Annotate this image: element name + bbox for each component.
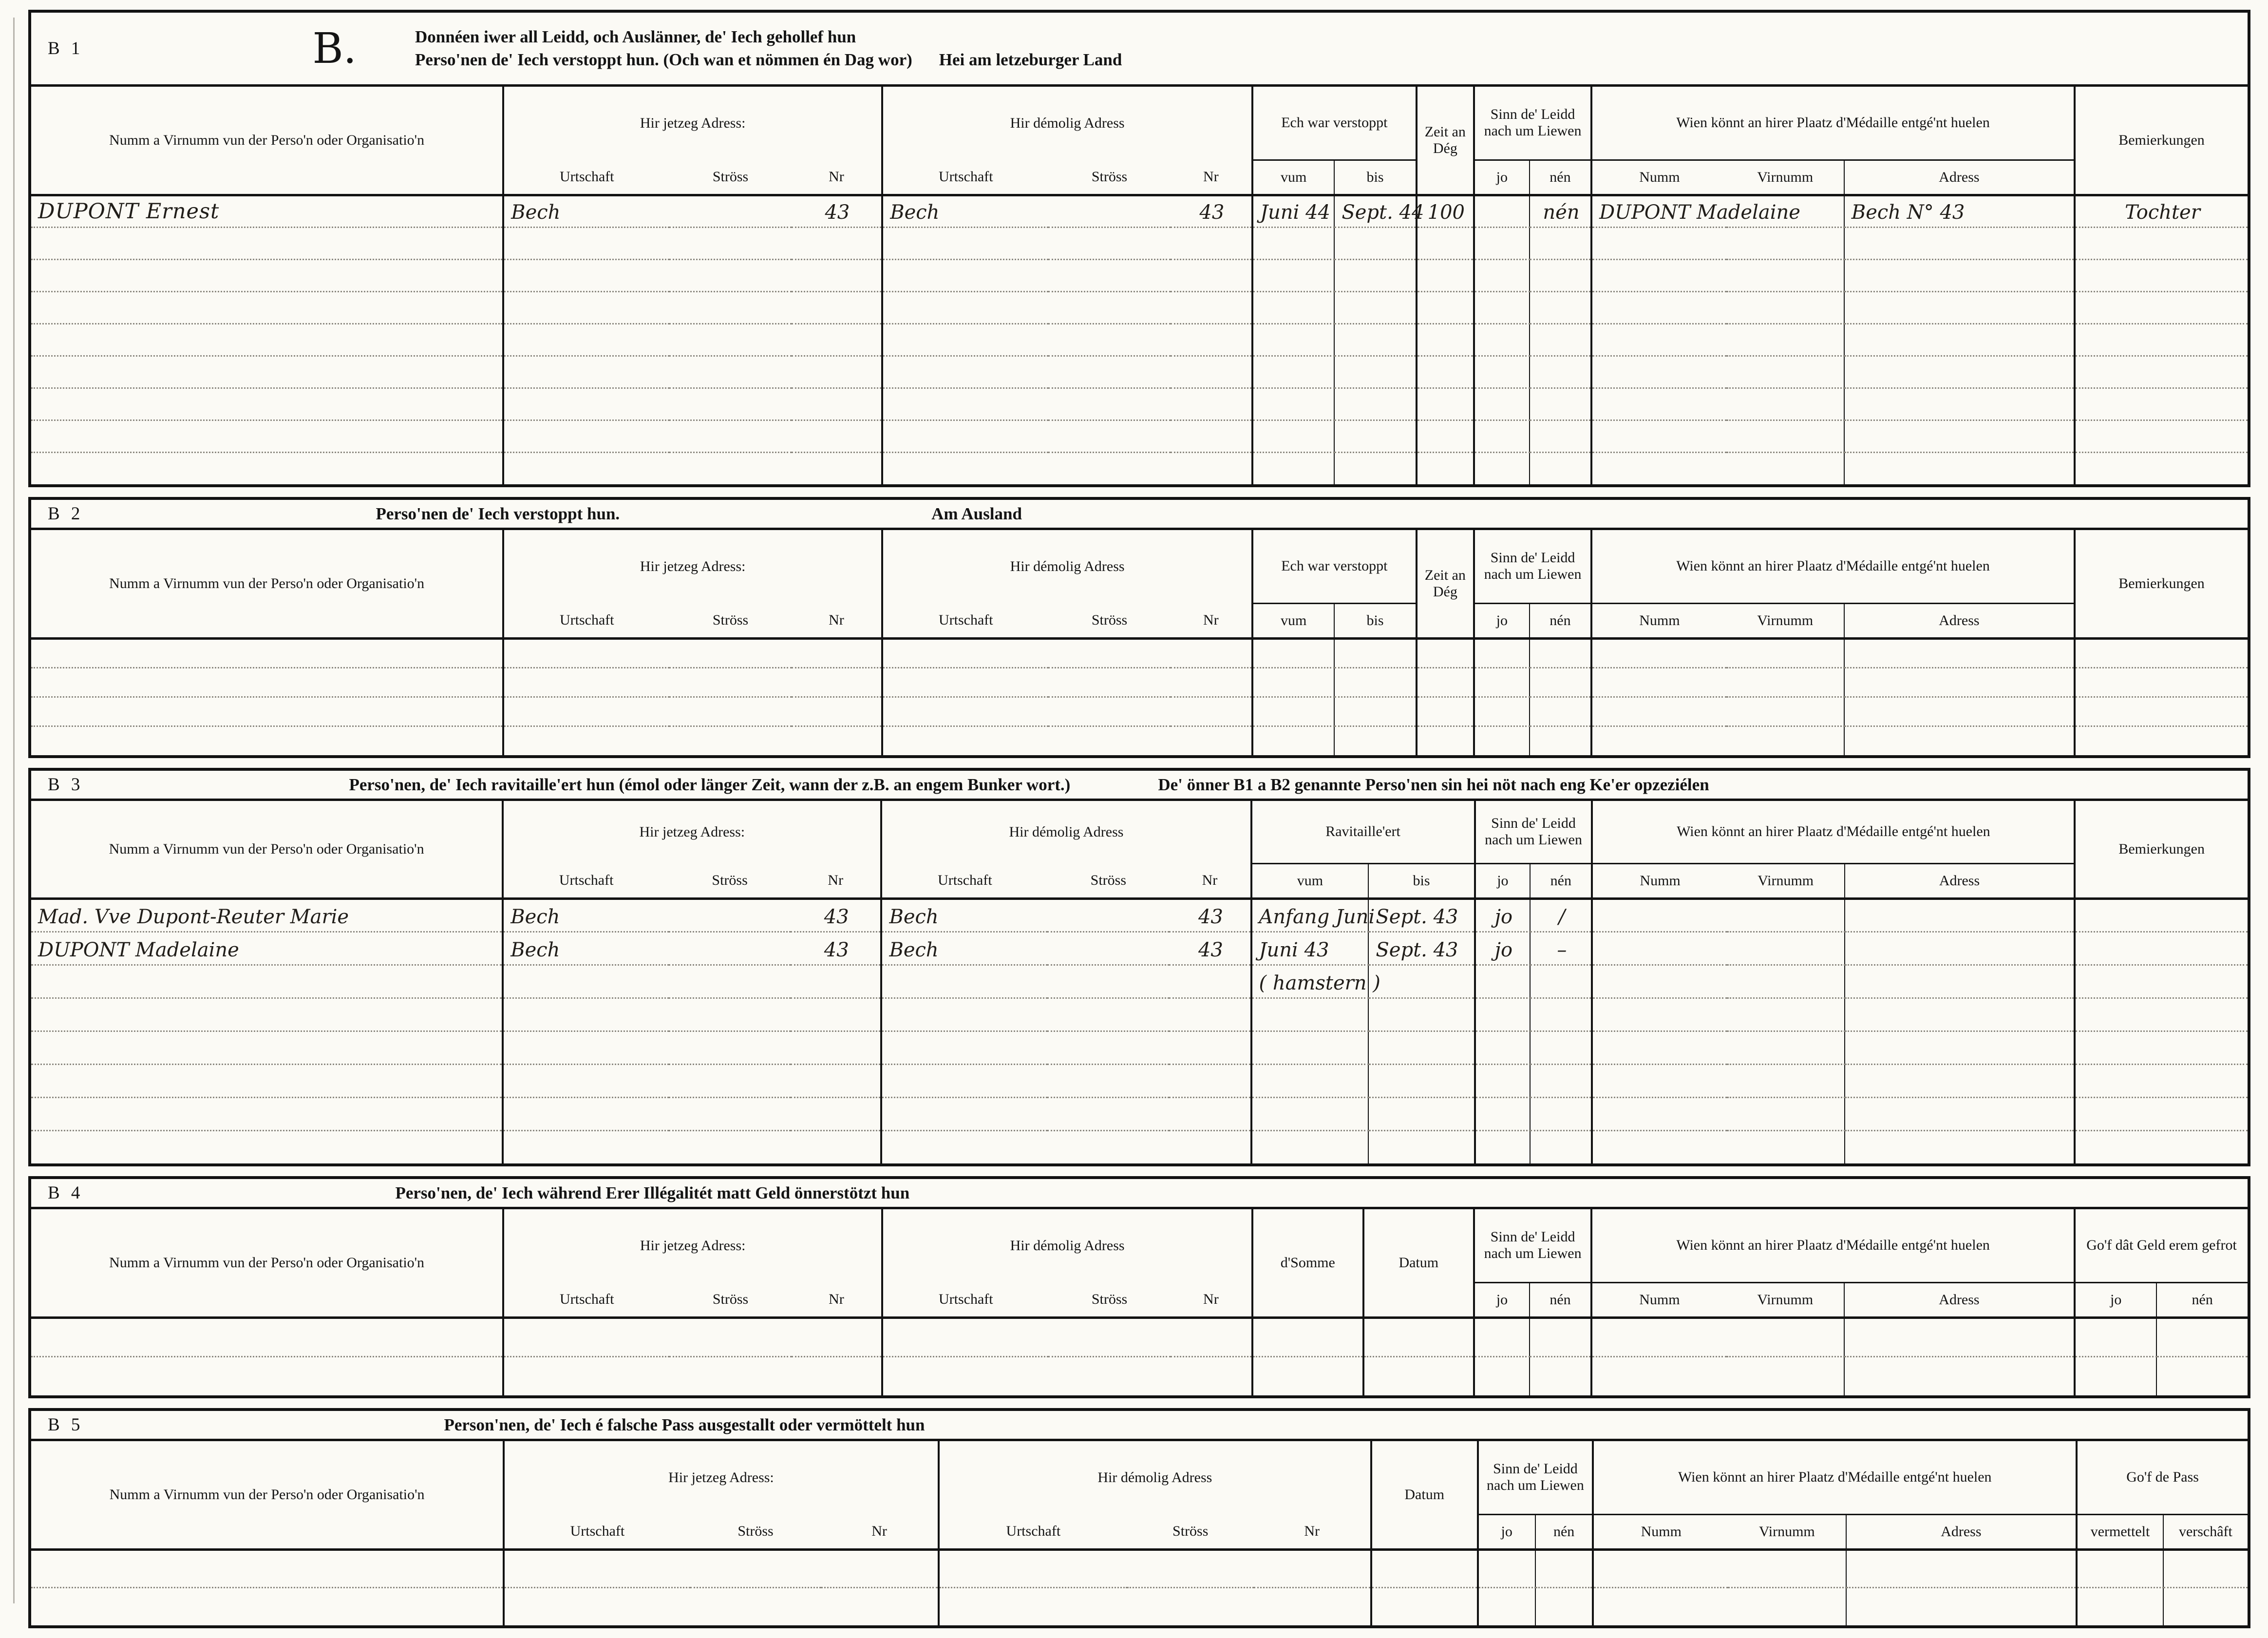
b2-title2: Am Ausland xyxy=(931,504,1022,523)
cell-medaille-numm: DUPONT Madelaine xyxy=(1591,195,1727,227)
section-b4 xyxy=(28,1176,2250,1398)
b3-row-1 xyxy=(31,898,2248,932)
col-vermettelt: vermettelt xyxy=(2077,1514,2163,1549)
b2-empty-row xyxy=(31,667,2248,697)
col-nr: Nr xyxy=(792,160,883,195)
b3-row-2 xyxy=(31,932,2248,965)
cell-jo: jo xyxy=(1475,932,1531,965)
col-stross: Ströss xyxy=(669,863,791,898)
b2-empty-row xyxy=(31,638,2248,667)
col-verschaft: verschâft xyxy=(2163,1514,2248,1549)
cell-jo: jo xyxy=(1475,898,1531,932)
b1-empty-row xyxy=(31,356,2248,388)
col-jetzeg-adress: Hir jetzeg Adress: xyxy=(503,801,881,863)
col-bemierkungen: Bemierkungen xyxy=(2075,530,2248,638)
col-datum: Datum xyxy=(1371,1441,1478,1549)
b3-table xyxy=(31,801,2248,1163)
b1-letter: B. xyxy=(312,24,357,73)
col-urtschaft: Urtschaft xyxy=(939,1514,1127,1549)
col-name: Numm a Virnumm vun der Perso'n oder Organisatio'n xyxy=(31,87,503,195)
scan-edge-line xyxy=(13,18,15,1603)
b1-empty-row xyxy=(31,227,2248,259)
b3-empty-row xyxy=(31,1130,2248,1163)
b1-empty-row xyxy=(31,420,2248,452)
b5-title-band xyxy=(31,1411,2248,1441)
col-nen: nén xyxy=(1530,863,1592,898)
col-nr: Nr xyxy=(792,603,883,638)
col-medaille-adress: Adress xyxy=(1844,603,2075,638)
col-zeit-an-deg: Zeit an Dég xyxy=(1417,530,1474,638)
col-jo: jo xyxy=(1478,1514,1535,1549)
col-nr: Nr xyxy=(792,1282,883,1317)
cell-demolig-nr: 43 xyxy=(1169,932,1251,965)
col-urtschaft: Urtschaft xyxy=(882,1282,1048,1317)
col-jo: jo xyxy=(1475,863,1531,898)
cell-name: Mad. Vve Dupont-Reuter Marie xyxy=(31,898,503,932)
b1-line2: Perso'nen de' Iech verstoppt hun. (Och wan et nömmen én Dag wor) Hei am letzeburger Land xyxy=(415,50,1122,69)
col-nen: nén xyxy=(1530,1282,1591,1317)
cell-bemierkungen: Tochter xyxy=(2075,195,2248,227)
cell-bis: Sept. 43 xyxy=(1368,898,1474,932)
b1-empty-row xyxy=(31,324,2248,356)
cell-zeit: 100 xyxy=(1417,195,1474,227)
col-stross: Ströss xyxy=(669,603,791,638)
col-nr: Nr xyxy=(1171,603,1252,638)
col-medaille: Wien könnt an hirer Plaatz d'Médaille entgé'nt huelen xyxy=(1592,801,2075,863)
b2-empty-row xyxy=(31,697,2248,726)
col-demolig-adress: Hir démolig Adress xyxy=(882,1209,1252,1282)
col-gof-geld: Go'f dât Geld erem gefrot xyxy=(2075,1209,2248,1282)
b3-title2: De' önner B1 a B2 genannte Perso'nen sin hei nöt nach eng Ke'er opzeziélen xyxy=(1158,775,1709,794)
col-sinn-leidd: Sinn de' Leidd nach um Liewen xyxy=(1475,801,1592,863)
col-verstoppt: Ech war verstoppt xyxy=(1252,530,1417,603)
col-stross: Ströss xyxy=(1127,1514,1254,1549)
col-urtschaft: Urtschaft xyxy=(882,160,1048,195)
col-name: Numm a Virnumm vun der Perso'n oder Organisatio'n xyxy=(31,801,503,898)
col-medaille-virnumm: Virnumm xyxy=(1728,1514,1846,1549)
col-stross: Ströss xyxy=(1048,603,1170,638)
col-nen: nén xyxy=(1530,160,1591,195)
cell-vum: Juni 43 xyxy=(1251,932,1369,965)
cell-jetzeg-urtschaft: Bech xyxy=(503,898,669,932)
col-stross: Ströss xyxy=(1047,863,1169,898)
b4-empty-row xyxy=(31,1356,2248,1395)
col-jetzeg-adress: Hir jetzeg Adress: xyxy=(503,1209,882,1282)
cell-bis: Sept. 44 xyxy=(1334,195,1416,227)
col-name: Numm a Virnumm vun der Perso'n oder Organisatio'n xyxy=(31,1441,504,1549)
col-demolig-adress: Hir démolig Adress xyxy=(882,530,1252,603)
col-vum: vum xyxy=(1252,160,1334,195)
cell-name: DUPONT Madelaine xyxy=(31,932,503,965)
col-bemierkungen: Bemierkungen xyxy=(2075,801,2248,898)
col-name: Numm a Virnumm vun der Perso'n oder Organisatio'n xyxy=(31,530,503,638)
b4-title-band xyxy=(31,1179,2248,1209)
section-b1 xyxy=(28,10,2250,487)
cell-jetzeg-nr: 43 xyxy=(792,195,883,227)
col-sinn-leidd: Sinn de' Leidd nach um Liewen xyxy=(1474,87,1591,160)
cell-demolig-nr: 43 xyxy=(1171,195,1252,227)
col-jo: jo xyxy=(1474,603,1530,638)
cell-demolig-nr: 43 xyxy=(1169,898,1251,932)
b4-empty-row xyxy=(31,1317,2248,1356)
col-datum: Datum xyxy=(1363,1209,1474,1317)
col-medaille-adress: Adress xyxy=(1844,160,2075,195)
b2-table xyxy=(31,530,2248,755)
col-medaille-virnumm: Virnumm xyxy=(1727,863,1845,898)
col-urtschaft: Urtschaft xyxy=(503,160,669,195)
col-demolig-adress: Hir démolig Adress xyxy=(882,87,1252,160)
b1-description xyxy=(415,26,1122,71)
col-nen: nén xyxy=(1530,603,1591,638)
col-name: Numm a Virnumm vun der Perso'n oder Organisatio'n xyxy=(31,1209,503,1317)
b3-empty-row xyxy=(31,1097,2248,1130)
col-bis: bis xyxy=(1334,603,1416,638)
cell-jetzeg-urtschaft: Bech xyxy=(503,195,669,227)
cell-nen: – xyxy=(1530,932,1592,965)
col-verstoppt: Ech war verstoppt xyxy=(1252,87,1417,160)
col-urtschaft: Urtschaft xyxy=(503,863,669,898)
b1-empty-row xyxy=(31,452,2248,484)
cell-jetzeg-urtschaft: Bech xyxy=(503,932,669,965)
col-ravitailleert: Ravitaille'ert xyxy=(1251,801,1475,863)
b4-label: B 4 xyxy=(48,1183,84,1203)
b1-empty-row xyxy=(31,291,2248,324)
resistance-form xyxy=(28,10,2250,1638)
b2-empty-row xyxy=(31,726,2248,755)
col-urtschaft: Urtschaft xyxy=(504,1514,690,1549)
b1-location: Hei am letzeburger Land xyxy=(939,50,1122,69)
b2-title-band xyxy=(31,500,2248,530)
col-demolig-adress: Hir démolig Adress xyxy=(881,801,1251,863)
col-jetzeg-adress: Hir jetzeg Adress: xyxy=(504,1441,939,1514)
b1-line1: Donnéen iwer all Leidd, och Auslänner, de' Iech gehollef hun xyxy=(415,27,856,47)
section-b3 xyxy=(28,768,2250,1166)
col-medaille-virnumm: Virnumm xyxy=(1727,603,1844,638)
b3-empty-row xyxy=(31,1064,2248,1097)
b3-empty-row xyxy=(31,1031,2248,1064)
col-medaille-virnumm: Virnumm xyxy=(1727,1282,1844,1317)
col-dsomme: d'Somme xyxy=(1252,1209,1363,1317)
b3-empty-row xyxy=(31,998,2248,1031)
section-b2 xyxy=(28,497,2250,758)
col-nen: nén xyxy=(1535,1514,1593,1549)
col-nr: Nr xyxy=(791,863,881,898)
col-gof-pass: Go'f de Pass xyxy=(2077,1441,2248,1514)
b1-row-1 xyxy=(31,195,2248,227)
col-medaille-virnumm: Virnumm xyxy=(1727,160,1844,195)
cell-vum: Anfang Juni xyxy=(1251,898,1369,932)
col-medaille-adress: Adress xyxy=(1846,1514,2077,1549)
col-vum: vum xyxy=(1252,603,1334,638)
col-medaille-adress: Adress xyxy=(1845,863,2075,898)
cell-nen: nén xyxy=(1530,195,1591,227)
cell-demolig-urtschaft: Bech xyxy=(882,195,1048,227)
cell-name: DUPONT Ernest xyxy=(31,195,503,227)
col-stross: Ströss xyxy=(669,1282,791,1317)
b2-title: Perso'nen de' Iech verstoppt hun. xyxy=(376,504,620,523)
col-jo: jo xyxy=(1474,1282,1530,1317)
col-stross: Ströss xyxy=(669,160,791,195)
cell-bis: Sept. 43 xyxy=(1368,932,1474,965)
col-medaille: Wien könnt an hirer Plaatz d'Médaille entgé'nt huelen xyxy=(1591,1209,2075,1282)
col-gof-jo: jo xyxy=(2075,1282,2156,1317)
b5-empty-row xyxy=(31,1549,2248,1587)
col-sinn-leidd: Sinn de' Leidd nach um Liewen xyxy=(1478,1441,1593,1514)
b1-label: B 1 xyxy=(48,38,84,58)
col-jo: jo xyxy=(1474,160,1530,195)
col-urtschaft: Urtschaft xyxy=(881,863,1047,898)
col-medaille-numm: Numm xyxy=(1591,1282,1727,1317)
b3-title: Perso'nen, de' Iech ravitaille'ert hun (émol oder länger Zeit, wann der z.B. an engem Bunker wort.) xyxy=(349,775,1071,794)
b5-label: B 5 xyxy=(48,1415,84,1435)
col-bis: bis xyxy=(1368,863,1474,898)
b2-label: B 2 xyxy=(48,504,84,524)
col-urtschaft: Urtschaft xyxy=(882,603,1048,638)
col-medaille-numm: Numm xyxy=(1593,1514,1728,1549)
col-gof-nen: nén xyxy=(2156,1282,2248,1317)
b3-title-band xyxy=(31,771,2248,801)
col-zeit-an-deg: Zeit an Dég xyxy=(1417,87,1474,195)
col-medaille-adress: Adress xyxy=(1844,1282,2075,1317)
b5-empty-row xyxy=(31,1587,2248,1625)
b4-title: Perso'nen, de' Iech während Erer Illégalitét matt Geld önnerstötzt hun xyxy=(395,1183,910,1202)
b1-empty-row xyxy=(31,388,2248,420)
col-vum: vum xyxy=(1251,863,1369,898)
cell-jetzeg-nr: 43 xyxy=(791,898,881,932)
col-stross: Ströss xyxy=(1048,1282,1170,1317)
col-bis: bis xyxy=(1334,160,1416,195)
cell-medaille-adress: Bech N° 43 xyxy=(1844,195,2075,227)
section-b5 xyxy=(28,1408,2250,1628)
col-medaille: Wien könnt an hirer Plaatz d'Médaille entgé'nt huelen xyxy=(1593,1441,2077,1514)
cell-demolig-urtschaft: Bech xyxy=(881,898,1047,932)
col-bemierkungen: Bemierkungen xyxy=(2075,87,2248,195)
col-medaille-numm: Numm xyxy=(1591,160,1727,195)
col-nr: Nr xyxy=(1254,1514,1371,1549)
b1-empty-row xyxy=(31,259,2248,291)
col-medaille-numm: Numm xyxy=(1591,603,1727,638)
b1-title-band xyxy=(31,13,2248,87)
b5-title: Person'nen, de' Iech é falsche Pass ausgestallt oder vermöttelt hun xyxy=(444,1415,925,1434)
col-sinn-leidd: Sinn de' Leidd nach um Liewen xyxy=(1474,1209,1591,1282)
col-medaille-numm: Numm xyxy=(1592,863,1727,898)
col-nr: Nr xyxy=(1171,1282,1252,1317)
col-medaille: Wien könnt an hirer Plaatz d'Médaille entgé'nt huelen xyxy=(1591,530,2075,603)
col-stross: Ströss xyxy=(690,1514,821,1549)
col-medaille: Wien könnt an hirer Plaatz d'Médaille entgé'nt huelen xyxy=(1591,87,2075,160)
col-nr: Nr xyxy=(821,1514,938,1549)
col-urtschaft: Urtschaft xyxy=(503,1282,669,1317)
col-demolig-adress: Hir démolig Adress xyxy=(939,1441,1371,1514)
b1-table xyxy=(31,87,2248,484)
col-sinn-leidd: Sinn de' Leidd nach um Liewen xyxy=(1474,530,1591,603)
col-nr: Nr xyxy=(1171,160,1252,195)
cell-jetzeg-nr: 43 xyxy=(791,932,881,965)
col-stross: Ströss xyxy=(1048,160,1170,195)
cell-vum: Juni 44 xyxy=(1252,195,1334,227)
b4-table xyxy=(31,1209,2248,1395)
b3-label: B 3 xyxy=(48,775,84,795)
col-nr: Nr xyxy=(1169,863,1251,898)
cell-vum-note: ( hamstern ) xyxy=(1251,965,1369,998)
col-jetzeg-adress: Hir jetzeg Adress: xyxy=(503,530,882,603)
col-urtschaft: Urtschaft xyxy=(503,603,669,638)
b3-row-3 xyxy=(31,965,2248,998)
cell-demolig-urtschaft: Bech xyxy=(881,932,1047,965)
b5-table xyxy=(31,1441,2248,1625)
col-jetzeg-adress: Hir jetzeg Adress: xyxy=(503,87,882,160)
cell-nen: / xyxy=(1530,898,1592,932)
